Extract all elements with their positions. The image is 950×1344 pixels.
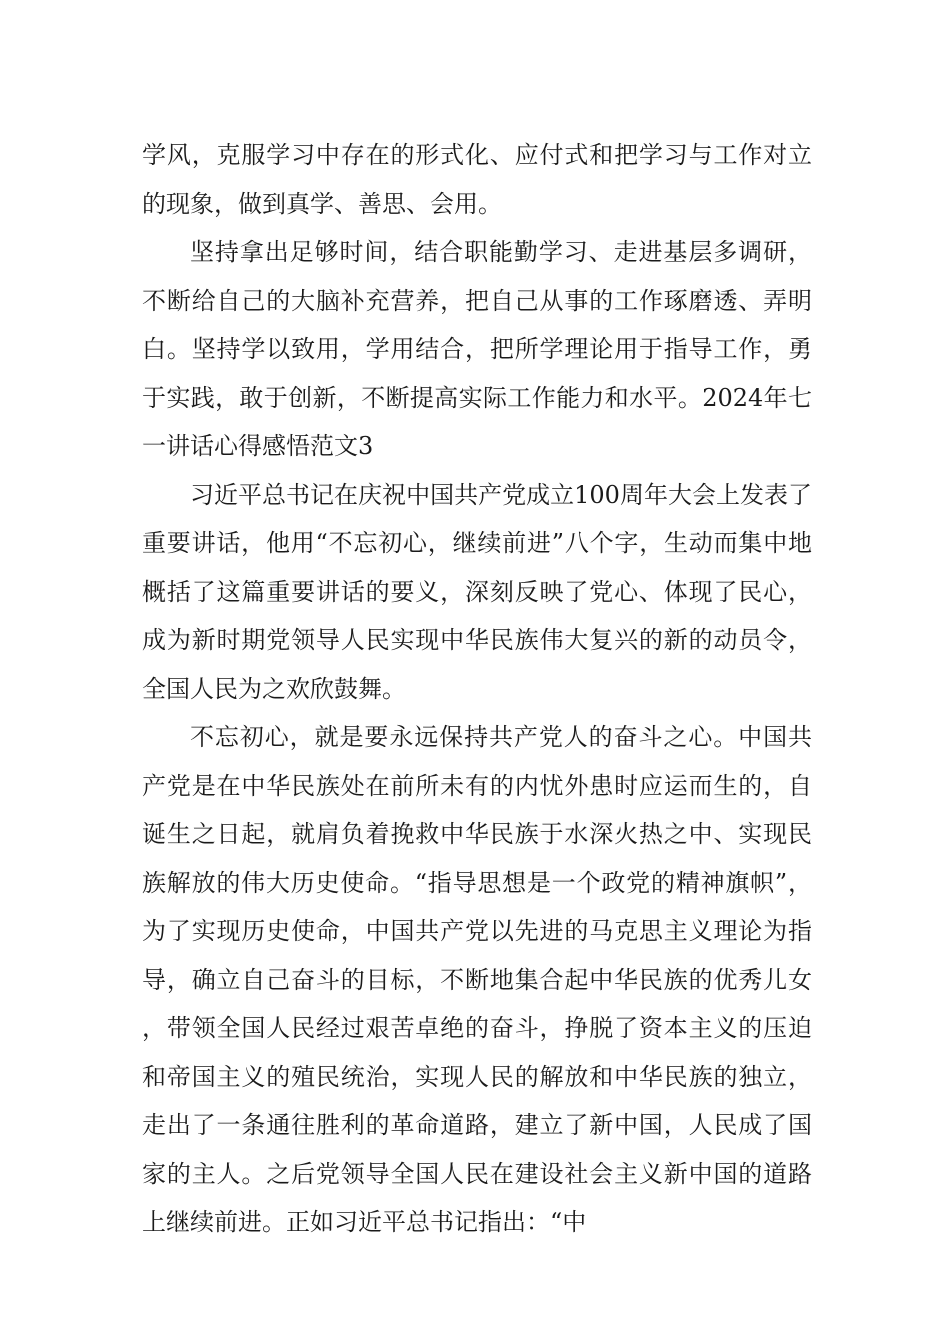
paragraph-original-aspiration: 不忘初心，就是要永远保持共产党人的奋斗之心。中国共产党是在中华民族处在前所未有的内忧外患时应运而生的，自诞生之日起，就肩负着挽救中华民族于水深火热之中、实现民族解放的伟大历史使命。“指导思想是一个政党的精神旗帜”，为了实现历史使命，中国共产党以先进的马克思主义理论为指导，确立自己奋斗的目标，不断地集合起中华民族的优秀儿女，带领全国人民经过艰苦卓绝的奋斗，挣脱了资本主义的压迫和帝国主义的殖民统治，实现人民的解放和中华民族的独立，走出了一条通往胜利的革命道路，建立了新中国，人民成了国家的主人。之后党领导全国人民在建设社会主义新中国的道路上继续前进。正如习近平总书记指出：“中 <box>142 723 812 1236</box>
document-body <box>142 131 812 1247</box>
paragraph-study-practice: 坚持拿出足够时间，结合职能勤学习、走进基层多调研，不断给自己的大脑补充营养，把自己从事的工作琢磨透、弄明白。坚持学以致用，学用结合，把所学理论用于指导工作，勇于实践，敢于创新，不断提高实际工作能力和水平。2024年七一讲话心得感悟范文3 <box>142 238 812 460</box>
paragraph-speech-summary: 习近平总书记在庆祝中国共产党成立100周年大会上发表了重要讲话，他用“不忘初心，继续前进”八个字，生动而集中地概括了这篇重要讲话的要义，深刻反映了党心、体现了民心，成为新时期党领导人民实现中华民族伟大复兴的新的动员令，全国人民为之欢欣鼓舞。 <box>142 480 812 703</box>
paragraph-continuation: 学风，克服学习中存在的形式化、应付式和把学习与工作对立的现象，做到真学、善思、会用。 <box>142 141 812 218</box>
